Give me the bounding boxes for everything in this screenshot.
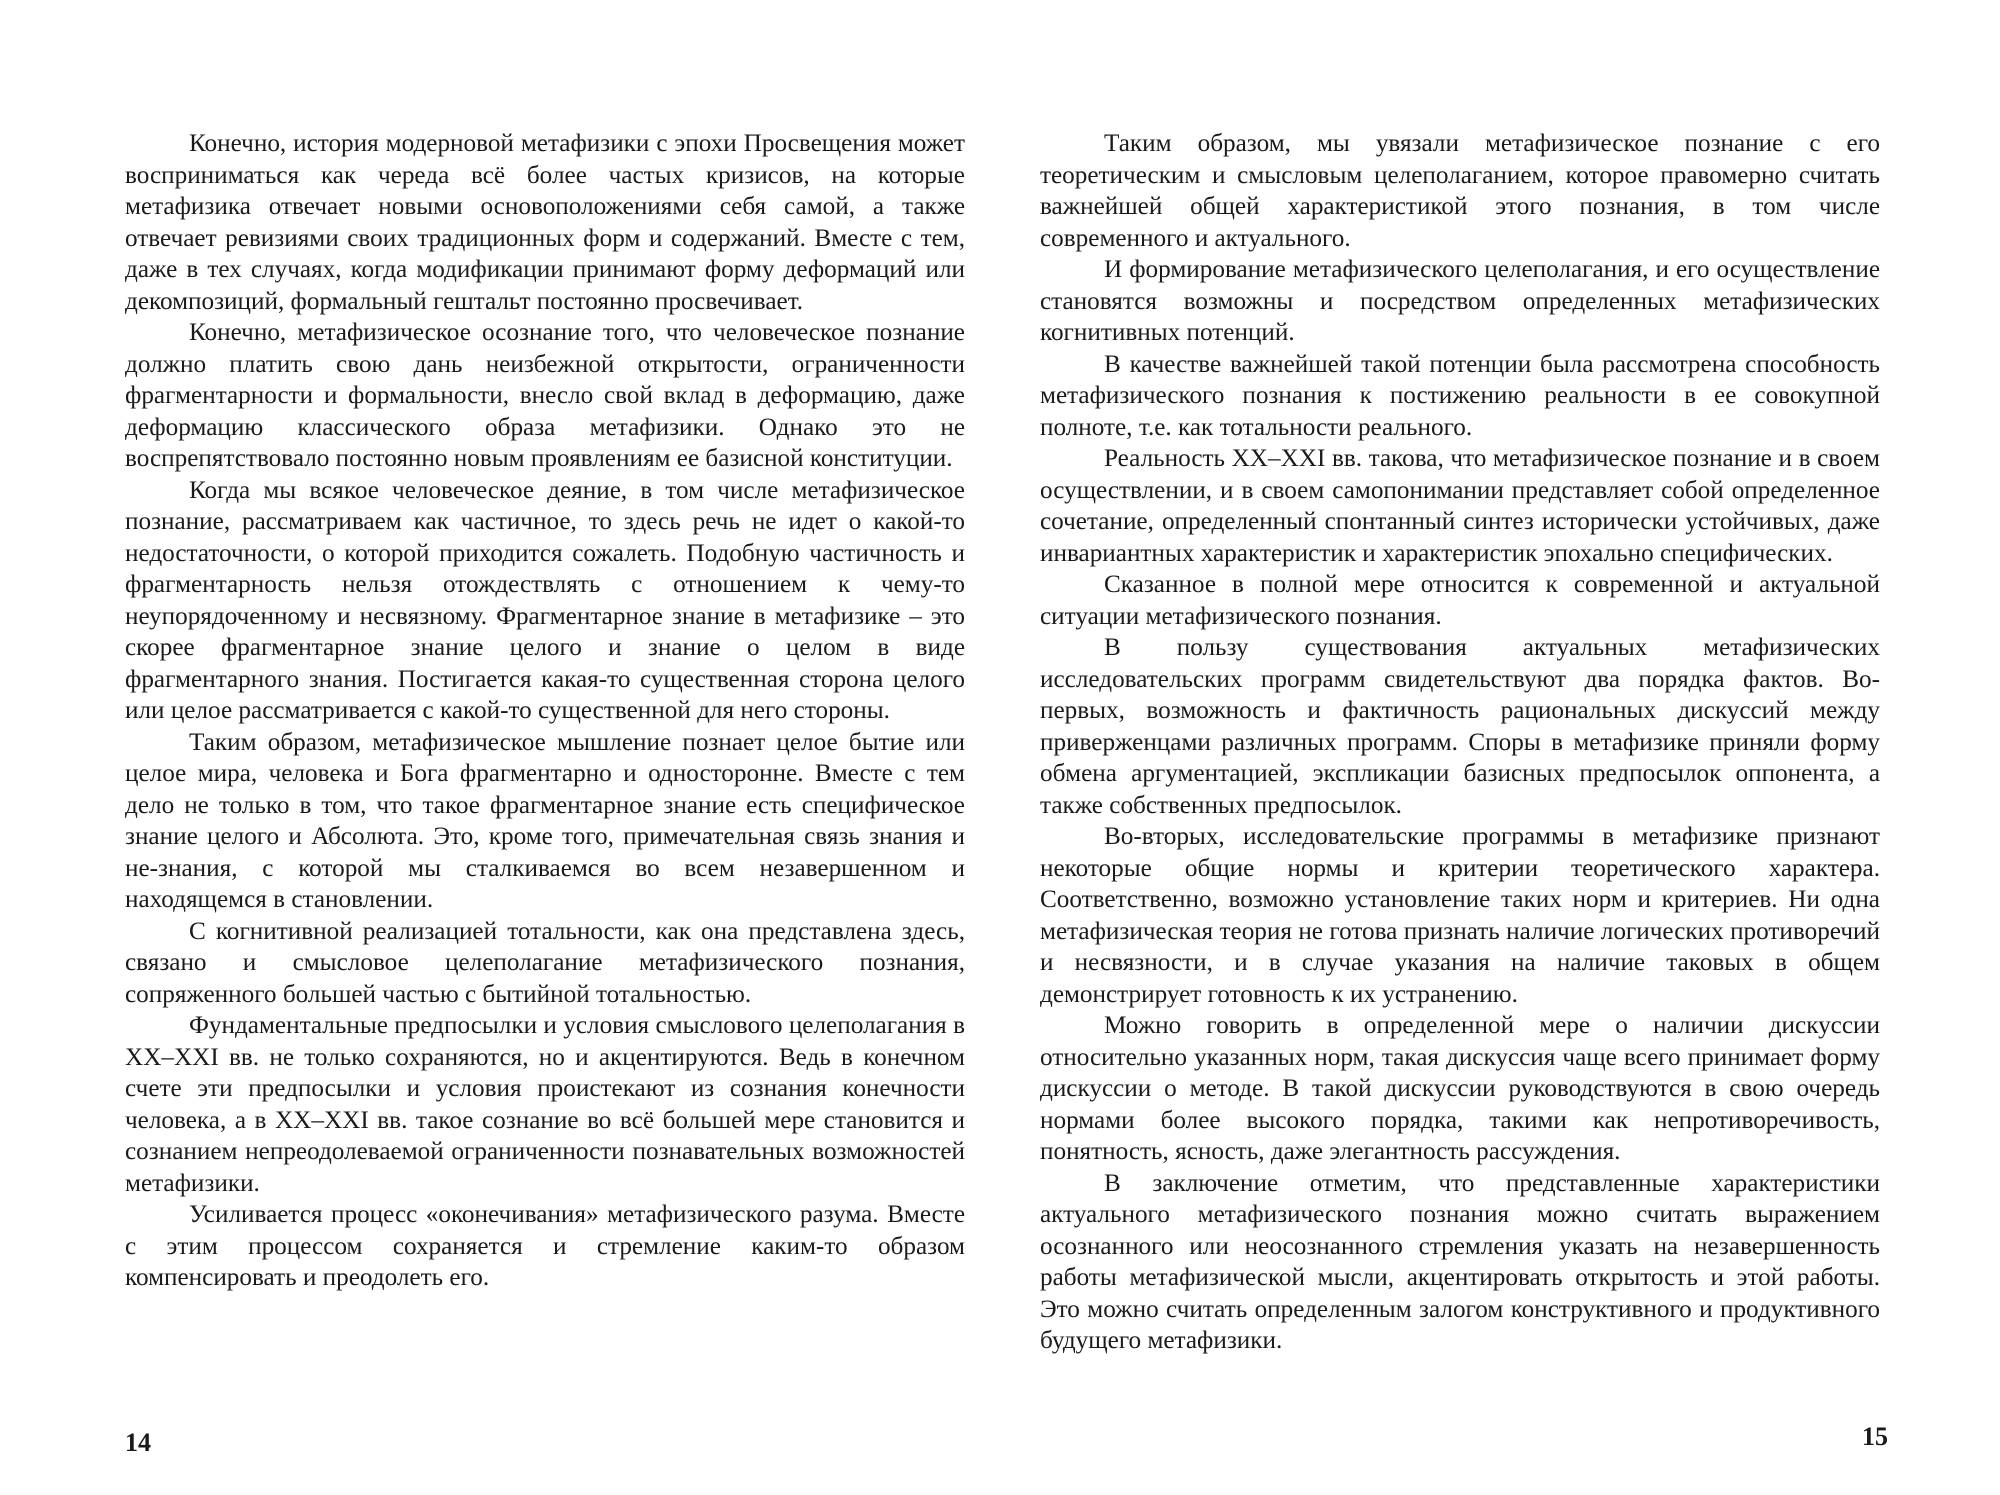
right-paragraph-3: В качестве важнейшей такой потенции была рассмотрена способность метафизического познания к постижению реальности в ее совокупной полноте, т.е. как тотальности реального. — [1040, 350, 1880, 441]
left-paragraph-6: Фундаментальные предпосылки и условия смыслового целеполагания в XX–XXI вв. не только сохраняются, но и акцентируются. Ведь в конечном счете эти предпосылки и условия проистекают из сознания конечности человека, а в XX–XXI вв. такое сознание во всё большей мере становится и сознанием непреодолеваемой ограниченности познавательных возможностей метафизики. — [125, 1012, 965, 1197]
right-page — [1040, 128, 1880, 1468]
page-number-left: 14 — [125, 1428, 151, 1457]
right-paragraph-2: И формирование метафизического целеполагания, и его осуществление становятся возможны и посредством определенных метафизических когнитивных потенций. — [1040, 256, 1880, 346]
right-paragraph-1: Таким образом, мы увязали метафизическое познание с его теоретическим и смысловым целеполаганием, которое правомерно считать важнейшей общей характеристикой этого познания, в том числе современного и актуального. — [1040, 130, 1880, 252]
left-paragraph-7: Усиливается процесс «оконечивания» метафизического разума. Вместе с этим процессом сохраняется и стремление каким-то образом компенсировать и преодолеть его. — [125, 1201, 965, 1291]
left-paragraph-1: Конечно, история модерновой метафизики с эпохи Просвещения может восприниматься как череда всё более частых кризисов, на которые метафизика отвечает новыми основоположениями себя самой, а также отвечает ревизиями своих традиционных форм и содержаний. Вместе с тем, даже в тех случаях, когда модификации принимают форму деформаций или декомпозиций, формальный гештальт постоянно просвечивает. — [125, 130, 965, 315]
right-paragraph-4: Реальность XX–XXI вв. такова, что метафизическое познание и в своем осуществлении, и в своем самопонимании представляет собой определенное сочетание, определенный спонтанный синтез исторически устойчивых, даже инвариантных характеристик и характеристик эпохально специфических. — [1040, 445, 1880, 567]
left-paragraph-5: С когнитивной реализацией тотальности, как она представлена здесь, связано и смысловое целеполагание метафизического познания, сопряженного большей частью с бытийной тотальностью. — [125, 917, 965, 1008]
right-paragraph-7: Во-вторых, исследовательские программы в метафизике признают некоторые общие нормы и критерии теоретического характера. Соответственно, возможно установление таких норм и критериев. Ни одна метафизическая теория не готова признать наличие логических противоречий и несвязности, и в случае указания на наличие таковых в общем демонстрирует готовность к их устранению. — [1040, 823, 1880, 1008]
right-paragraph-6: В пользу существования актуальных метафизических исследовательских программ свидетельствуют два порядка фактов. Во-первых, возможность и фактичность рациональных дискуссий между приверженцами различных программ. Споры в метафизике приняли форму обмена аргументацией, экспликации базисных предпосылок оппонента, а также собственных предпосылок. — [1040, 634, 1880, 819]
right-paragraph-5: Сказанное в полной мере относится к современной и актуальной ситуации метафизического познания. — [1040, 571, 1880, 630]
right-paragraph-8: Можно говорить в определенной мере о наличии дискуссии относительно указанных норм, такая дискуссия чаще всего принимает форму дискуссии о методе. В такой дискуссии руководствуются в свою очередь нормами более высокого порядка, такими как непротиворечивость, понятность, ясность, даже элегантность рассуждения. — [1040, 1012, 1880, 1165]
left-paragraph-2: Конечно, метафизическое осознание того, что человеческое познание должно платить свою дань неизбежной открытости, ограниченности фрагментарности и формальности, внесло свой вклад в деформацию, даже деформацию классического образа метафизики. Однако это не воспрепятствовало постоянно новым проявлениям ее базисной конституции. — [125, 319, 965, 472]
left-page — [125, 128, 965, 1468]
left-paragraph-3: Когда мы всякое человеческое деяние, в том числе метафизическое познание, рассматриваем как частичное, то здесь речь не идет о какой-то недостаточности, о которой приходится сожалеть. Подобную частичность и фрагментарность нельзя отождествлять с отношением к чему-то неупорядоченному и несвязному. Фрагментарное знание в метафизике – это скорее фрагментарное знание целого и знание о целом в виде фрагментарного знания. Постигается какая-то существенная сторона целого или целое рассматривается с какой-то существенной для него стороны. — [125, 476, 965, 724]
right-paragraph-9: В заключение отметим, что представленные характеристики актуального метафизического познания можно считать выражением осознанного или неосознанного стремления указать на незавершенность работы метафизической мысли, акцентировать открытость и этой работы. Это можно считать определенным залогом конструктивного и продуктивного будущего метафизики. — [1040, 1169, 1880, 1354]
page-number-right: 15 — [1862, 1422, 1888, 1451]
left-paragraph-4: Таким образом, метафизическое мышление познает целое бытие или целое мира, человека и Бога фрагментарно и односторонне. Вместе с тем дело не только в том, что такое фрагментарное знание есть специфическое знание целого и Абсолюта. Это, кроме того, примечательная связь знания и не-знания, с которой мы сталкиваемся во всем незавершенном и находящемся в становлении. — [125, 728, 965, 913]
